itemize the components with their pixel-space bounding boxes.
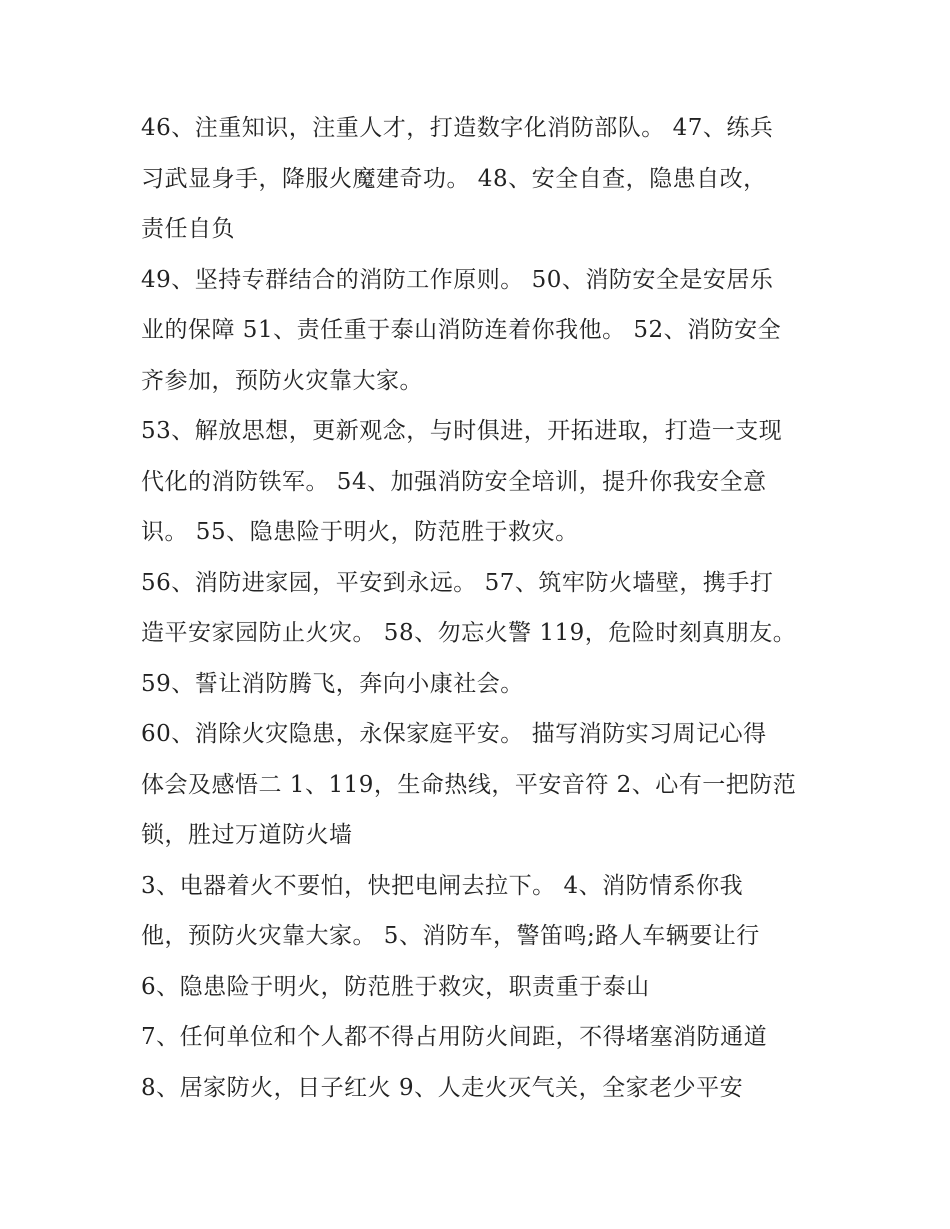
text-line: 业的保障 51、责任重于泰山消防连着你我他。 52、消防安全 (141, 317, 782, 343)
text-line: 56、消防进家园，平安到永远。 57、筑牢防火墙壁，携手打 (141, 570, 774, 596)
text-line: 锁，胜过万道防火墙 (141, 822, 353, 848)
text-line: 7、任何单位和个人都不得占用防火间距，不得堵塞消防通道 (141, 1024, 768, 1050)
text-line: 代化的消防铁军。 54、加强消防安全培训，提升你我安全意 (141, 469, 767, 495)
text-line: 3、电器着火不要怕，快把电闸去拉下。 4、消防情系你我 (141, 873, 744, 899)
text-line: 49、坚持专群结合的消防工作原则。 50、消防安全是安居乐 (141, 267, 774, 293)
text-line: 造平安家园防止火灾。 58、勿忘火警 119，危险时刻真朋友。 (141, 620, 797, 646)
text-line: 责任自负 (141, 216, 235, 242)
text-line: 6、隐患险于明火，防范胜于救灾，职责重于泰山 (141, 974, 650, 1000)
text-line: 识。 55、隐患险于明火，防范胜于救灾。 (141, 519, 579, 545)
text-line: 53、解放思想，更新观念，与时俱进，开拓进取，打造一支现 (141, 418, 783, 444)
text-line: 59、誓让消防腾飞，奔向小康社会。 (141, 671, 524, 697)
text-line: 体会及感悟二 1、119，生命热线，平安音符 2、心有一把防范 (141, 772, 797, 798)
text-line: 8、居家防火，日子红火 9、人走火灭气关，全家老少平安 (141, 1075, 744, 1101)
text-line: 习武显身手，降服火魔建奇功。 48、安全自查，隐患自改， (141, 166, 767, 192)
text-line: 60、消除火灾隐患，永保家庭平安。 描写消防实习周记心得 (141, 721, 767, 747)
text-line: 他，预防火灾靠大家。 5、消防车，警笛鸣;路人车辆要让行 (141, 923, 760, 949)
text-line: 46、注重知识，注重人才，打造数字化消防部队。 47、练兵 (141, 115, 774, 141)
text-line: 齐参加，预防火灾靠大家。 (141, 368, 423, 394)
